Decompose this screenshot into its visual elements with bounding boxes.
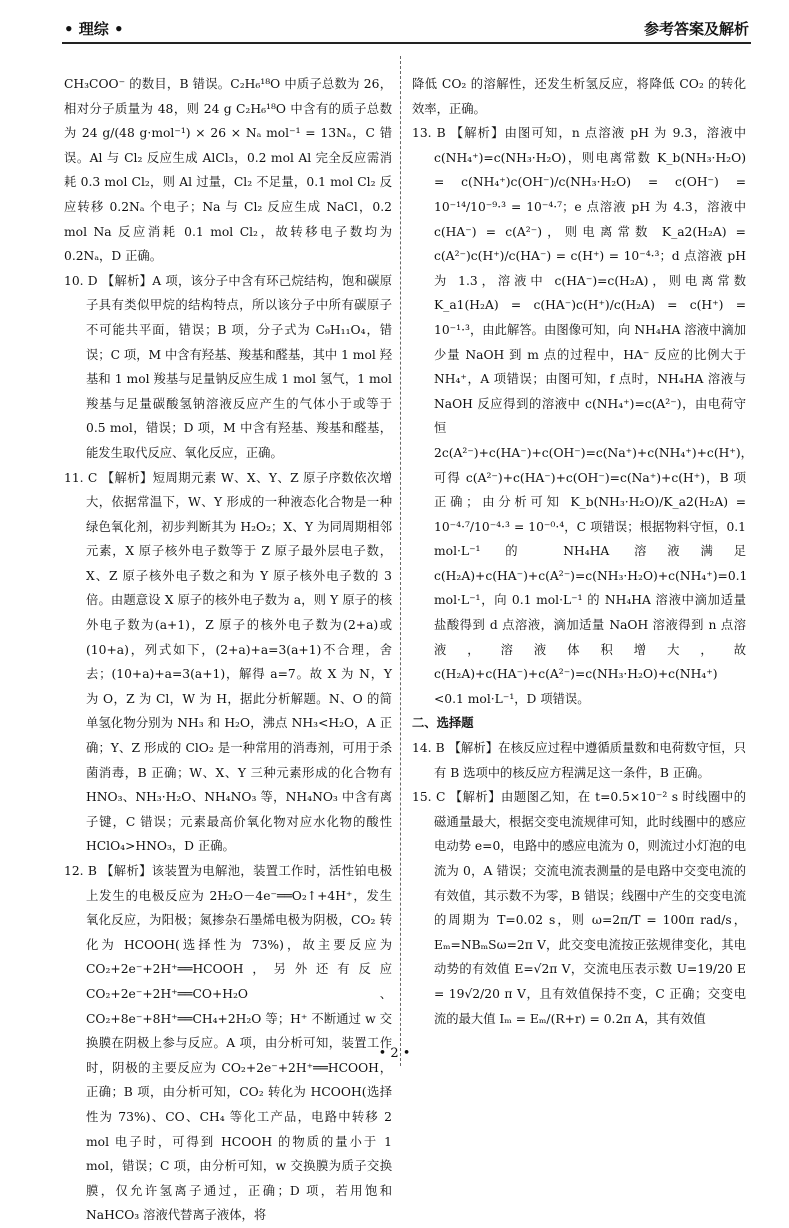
right-column: [412, 72, 753, 1031]
answer-12: 12. B 【解析】该装置为电解池，装置工作时，活性铂电极上发生的电极反应为 2H₂O－4e⁻══O₂↑+4H⁺，发生氧化反应，为阳极；氮掺杂石墨烯电极为阴极，CO₂ 转化为 HCOOH(选择性为 73%)，故主要反应为 CO₂+2e⁻+2H⁺══HCOOH，另外还有反应 CO₂+2e⁻+2H⁺══CO+H₂O、CO₂+8e⁻+8H⁺══CH₄+2H₂O 等；H⁺ 不断通过 w 交换膜在阴极上参与反应。A 项，由分析可知，装置工作时，阴极的主要反应为 CO₂+2e⁻+2H⁺══HCOOH，正确；B 项，由分析可知，CO₂ 转化为 HCOOH(选择性为 73%)、CO、CH₄ 等化工产品，电路中转移 2 mol 电子时，可得到 HCOOH 的物质的量小于 1 mol，错误；C 项，由分析可知，w 交换膜为质子交换膜，仅允许氢离子通过，正确；D 项，若用饱和 NaHCO₃ 溶液代替离子液体，将: [64, 864, 392, 1223]
answer-15: 15. C 【解析】由题图乙知，在 t=0.5×10⁻² s 时线圈中的磁通量最大，根据交变电流规律可知，此时线圈中的感应电动势 e=0，电路中的感应电流为 0，则流过小灯泡的电流为 0，A 错误；交流电流表测量的是电路中交变电流的有效值，其示数不为零，B 错误；线圈中产生的交变电流的周期为 T=0.02 s，则 ω=2π/T = 100π rad/s，Eₘ=NBₘSω=2π V，此交变电流按正弦规律变化，其电动势的有效值 E=√2π V，交流电压表示数 U=19/20 E = 19√2/20 π V，且有效值保持不变，C 正确；交变电流的最大值 Iₘ = Eₘ/(R+r) = 0.2π A，其有效值: [412, 790, 746, 1026]
answer-11: 11. C 【解析】短周期元素 W、X、Y、Z 原子序数依次增大，依据常温下，W、Y 形成的一种液态化合物是一种绿色氧化剂，初步判断其为 H₂O₂；X、Y 为同周期相邻元素，X 原子核外电子数等于 Z 原子最外层电子数，X、Z 原子核外电子数之和为 Y 原子核外电子数的 3 倍。由题意设 X 原子的核外电子数为 a，则 Y 原子的核外电子数为(a+1)，Z 原子的核外电子数为(2+a)或(10+a)，列式如下，(2+a)+a=3(a+1)不合理，舍去；(10+a)+a=3(a+1)，解得 a=7。故 X 为 N，Y 为 O，Z 为 Cl，W 为 H，据此分析解题。N、O 的简单氢化物分别为 NH₃ 和 H₂O，沸点 NH₃<H₂O，A 正确；Y、Z 形成的 ClO₂ 是一种常用的消毒剂，可用于杀菌消毒，B 正确；W、X、Y 三种元素形成的化合物有 HNO₃、NH₃·H₂O、NH₄NO₃ 等，NH₄NO₃ 中含有离子键，C 错误；元素最高价氧化物对应水化物的酸性 HClO₄>HNO₃，D 正确。: [64, 470, 392, 854]
answer-14: 14. B 【解析】在核反应过程中遵循质量数和电荷数守恒，只有 B 选项中的核反应方程满足这一条件，B 正确。: [412, 741, 746, 780]
answer-13: 13. B 【解析】由图可知，n 点溶液 pH 为 9.3，溶液中 c(NH₄⁺)=c(NH₃·H₂O)，则电离常数 K_b(NH₃·H₂O) = c(NH₄⁺)c(OH⁻)/c(NH₃·H₂O) = c(OH⁻) = 10⁻¹⁴/10⁻⁹·³ = 10⁻⁴·⁷；e 点溶液 pH 为 4.3，溶液中 c(HA⁻) = c(A²⁻)，则电离常数 K_a2(H₂A) = c(A²⁻)c(H⁺)/c(HA⁻) = c(H⁺) = 10⁻⁴·³；d 点溶液 pH 为 1.3，溶液中 c(HA⁻)=c(H₂A)，则电离常数 K_a1(H₂A) = c(HA⁻)c(H⁺)/c(H₂A) = c(H⁺) = 10⁻¹·³，由此解答。由图像可知，向 NH₄HA 溶液中滴加少量 NaOH 到 m 点的过程中，HA⁻ 反应的比例大于 NH₄⁺，A 项错误；由图可知，f 点时，NH₄HA 溶液与 NaOH 反应得到的溶液中 c(NH₄⁺)=c(A²⁻)，由电荷守恒 2c(A²⁻)+c(HA⁻)+c(OH⁻)=c(Na⁺)+c(NH₄⁺)+c(H⁺)，可得 c(A²⁻)+c(HA⁻)+c(OH⁻)=c(Na⁺)+c(H⁺)，B 项正确；由分析可知 K_b(NH₃·H₂O)/K_a2(H₂A) = 10⁻⁴·⁷/10⁻⁴·³ = 10⁻⁰·⁴，C 项错误；根据物料守恒，0.1 mol·L⁻¹ 的 NH₄HA 溶液满足 c(H₂A)+c(HA⁻)+c(A²⁻)=c(NH₃·H₂O)+c(NH₄⁺)=0.1 mol·L⁻¹，向 0.1 mol·L⁻¹ 的 NH₄HA 溶液中滴加适量盐酸得到 d 点溶液，滴加适量 NaOH 溶液得到 n 点溶液，溶液体积增大，故 c(H₂A)+c(HA⁻)+c(A²⁻)=c(NH₃·H₂O)+c(NH₄⁺)<0.1 mol·L⁻¹，D 项错误。: [412, 126, 753, 706]
page-header: [62, 14, 751, 44]
page-number: • 2 •: [378, 1046, 411, 1061]
subject-label: • 理综 •: [64, 20, 124, 38]
answer-12-continued: 降低 CO₂ 的溶解性，还发生析氢反应，将降低 CO₂ 的转化效率，正确。: [412, 77, 746, 116]
answer-9-continued: CH₃COO⁻ 的数目，B 错误。C₂H₆¹⁸O 中质子总数为 26，相对分子质量为 48，则 24 g C₂H₆¹⁸O 中含有的质子总数为 24 g/(48 g·mol⁻¹) × 26 × Nₐ mol⁻¹ = 13Nₐ，C 错误。Al 与 Cl₂ 反应生成 AlCl₃，0.2 mol Al 完全反应需消耗 0.3 mol Cl₂，则 Al 过量，Cl₂ 不足量，0.1 mol Cl₂ 反应转移 0.2Nₐ 个电子；Na 与 Cl₂ 反应生成 NaCl，0.2 mol Na 反应消耗 0.1 mol Cl₂，故转移电子数均为 0.2Nₐ，D 正确。: [64, 77, 392, 264]
column-divider: [400, 56, 401, 1066]
section-heading: 二、选择题: [412, 715, 474, 731]
section-title: 参考答案及解析: [643, 20, 749, 38]
answer-10: 10. D 【解析】A 项，该分子中含有环己烷结构，饱和碳原子具有类似甲烷的结构特点，所以该分子中所有碳原子不可能共平面，错误；B 项，分子式为 C₉H₁₁O₄，错误；C 项，M 中含有羟基、羧基和醛基，其中 1 mol 羟基和 1 mol 羧基与足量钠反应生成 1 mol 氢气，1 mol 羧基与足量碳酸氢钠溶液反应产生的气体小于或等于 0.5 mol，错误；D 项，M 中含有羟基、羧基和醛基，能发生取代反应、氧化反应，正确。: [64, 273, 393, 460]
